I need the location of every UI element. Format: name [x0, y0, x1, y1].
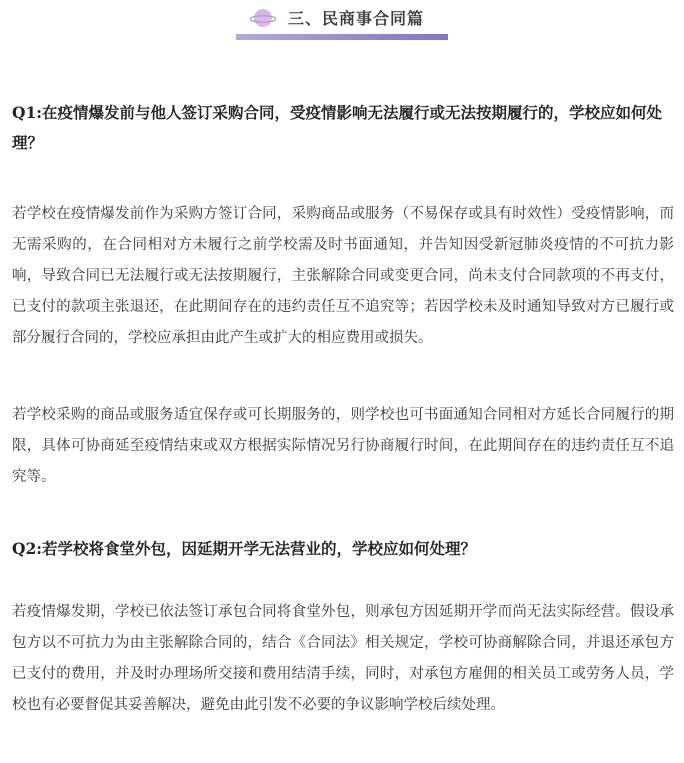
planet-icon	[250, 5, 276, 31]
answer-2-paragraph-1: 若疫情爆发期，学校已依法签订承包合同将食堂外包，则承包方因延期开学而尚无法实际经营。假设承包方以不可抗力为由主张解除合同的，结合《合同法》相关规定，学校可协商解除合同，并退还承包方已支付的费用，并及时办理场所交接和费用结清手续，同时，对承包方雇佣的相关员工或劳务人员，学校也有必要督促其妥善解决，避免由此引发不必要的争议影响学校后续处理。	[12, 604, 674, 713]
section-underline	[236, 34, 448, 40]
answer-1-paragraph-1: 若学校在疫情爆发前作为采购方签订合同，采购商品或服务（不易保存或具有时效性）受疫情影响，而无需采购的，在合同相对方未履行之前学校需及时书面通知，并告知因受新冠肺炎疫情的不可抗力影响，导致合同已无法履行或无法按期履行，主张解除合同或变更合同，尚未支付合同款项的不再支付，已支付的款项主张退还，在此期间存在的违约责任互不追究等；若因学校未及时通知导致对方已履行或部分履行合同的，学校应承担由此产生或扩大的相应费用或损失。	[12, 206, 674, 346]
question-1: Q1:在疫情爆发前与他人签订采购合同，受疫情影响无法履行或无法按期履行的，学校应如何处理？	[12, 103, 663, 152]
section-title: 三、民商事合同篇	[288, 9, 425, 28]
question-2: Q2:若学校将食堂外包，因延期开学无法营业的，学校应如何处理？	[12, 539, 477, 558]
section-header	[236, 0, 448, 42]
answer-1-paragraph-2: 若学校采购的商品或服务适宜保存或可长期服务的，则学校也可书面通知合同相对方延长合同履行的期限，具体可协商延至疫情结束或双方根据实际情况另行协商履行时间，在此期间存在的违约责任互不追究等。	[12, 407, 674, 485]
